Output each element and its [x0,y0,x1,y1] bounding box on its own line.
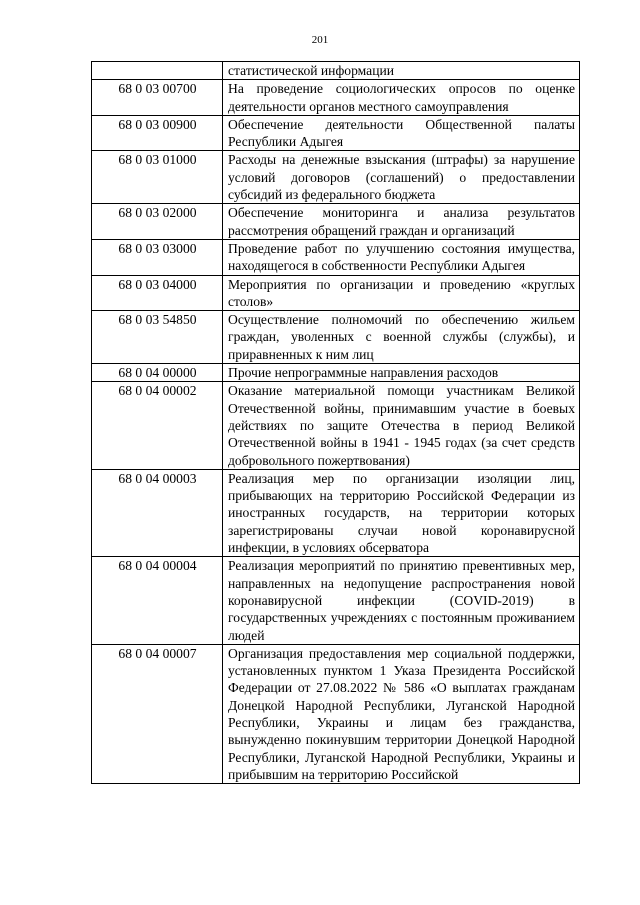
page-number: 201 [311,34,329,46]
expense-description-cell: Мероприятия по организации и проведению «круглых столов» [223,275,580,311]
expense-description-cell: статистической информации [223,62,580,80]
expense-description-cell: Организация предоставления мер социальной поддержки, установленных пунктом 1 Указа Президента Российской Федерации от 27.08.2022 № 586 «О выплатах гражданам Донецкой Народной Республики, Луганской Народной Республики, Украины и лицам без гражданства, вынужденно покинувшим территории Донецкой Народной Республики, Луганской Народной Республики, Украины и прибывшим на территорию Российской [223,644,580,783]
table-row [92,382,580,469]
budget-code-cell: 68 0 03 54850 [92,311,223,364]
expense-description-cell: Осуществление полномочий по обеспечению жильем граждан, уволенных с военной службы (службы), и приравненных к ним лиц [223,311,580,364]
budget-code-cell: 68 0 04 00003 [92,469,223,556]
table-row [92,151,580,204]
expense-description-cell: Обеспечение мониторинга и анализа результатов рассмотрения обращений граждан и организаций [223,204,580,240]
expense-description-cell: Обеспечение деятельности Общественной палаты Республики Адыгея [223,115,580,151]
table-body [92,62,580,784]
budget-code-cell: 68 0 04 00007 [92,644,223,783]
budget-code-cell: 68 0 03 00700 [92,80,223,116]
budget-code-cell: 68 0 03 01000 [92,151,223,204]
budget-code-cell: 68 0 04 00000 [92,364,223,382]
expense-description-cell: На проведение социологических опросов по оценке деятельности органов местного самоуправления [223,80,580,116]
budget-classification-table [91,61,580,784]
expense-description-cell: Расходы на денежные взыскания (штрафы) за нарушение условий договоров (соглашений) о предоставлении субсидий из федерального бюджета [223,151,580,204]
table-row [92,204,580,240]
expense-description-cell: Реализация мероприятий по принятию превентивных мер, направленных на недопущение распространения новой коронавирусной инфекции (COVID-2019) в государственных учреждениях с постоянным проживанием людей [223,557,580,644]
table-row [92,62,580,80]
table-row [92,469,580,556]
expense-description-cell: Оказание материальной помощи участникам Великой Отечественной войны, принимавшим участие в боевых действиях по защите Отечества в период Великой Отечественной войны в 1941 - 1945 годах (за счет средств добровольного пожертвования) [223,382,580,469]
budget-code-cell: 68 0 03 02000 [92,204,223,240]
budget-code-cell: 68 0 04 00004 [92,557,223,644]
budget-code-cell: 68 0 04 00002 [92,382,223,469]
table-row [92,364,580,382]
expense-description-cell: Проведение работ по улучшению состояния имущества, находящегося в собственности Республики Адыгея [223,239,580,275]
budget-code-cell: 68 0 03 04000 [92,275,223,311]
budget-code-cell: 68 0 03 03000 [92,239,223,275]
table-row [92,557,580,644]
expense-description-cell: Прочие непрограммные направления расходов [223,364,580,382]
table-row [92,311,580,364]
expense-description-cell: Реализация мер по организации изоляции лиц, прибывающих на территорию Российской Федерации из иностранных государств, на территории которых зарегистрированы случаи новой коронавирусной инфекции, в условиях обсерватора [223,469,580,556]
table-row [92,275,580,311]
budget-code-cell: 68 0 03 00900 [92,115,223,151]
table-row [92,644,580,783]
budget-code-cell [92,62,223,80]
table-row [92,115,580,151]
table-row [92,80,580,116]
table-row [92,239,580,275]
